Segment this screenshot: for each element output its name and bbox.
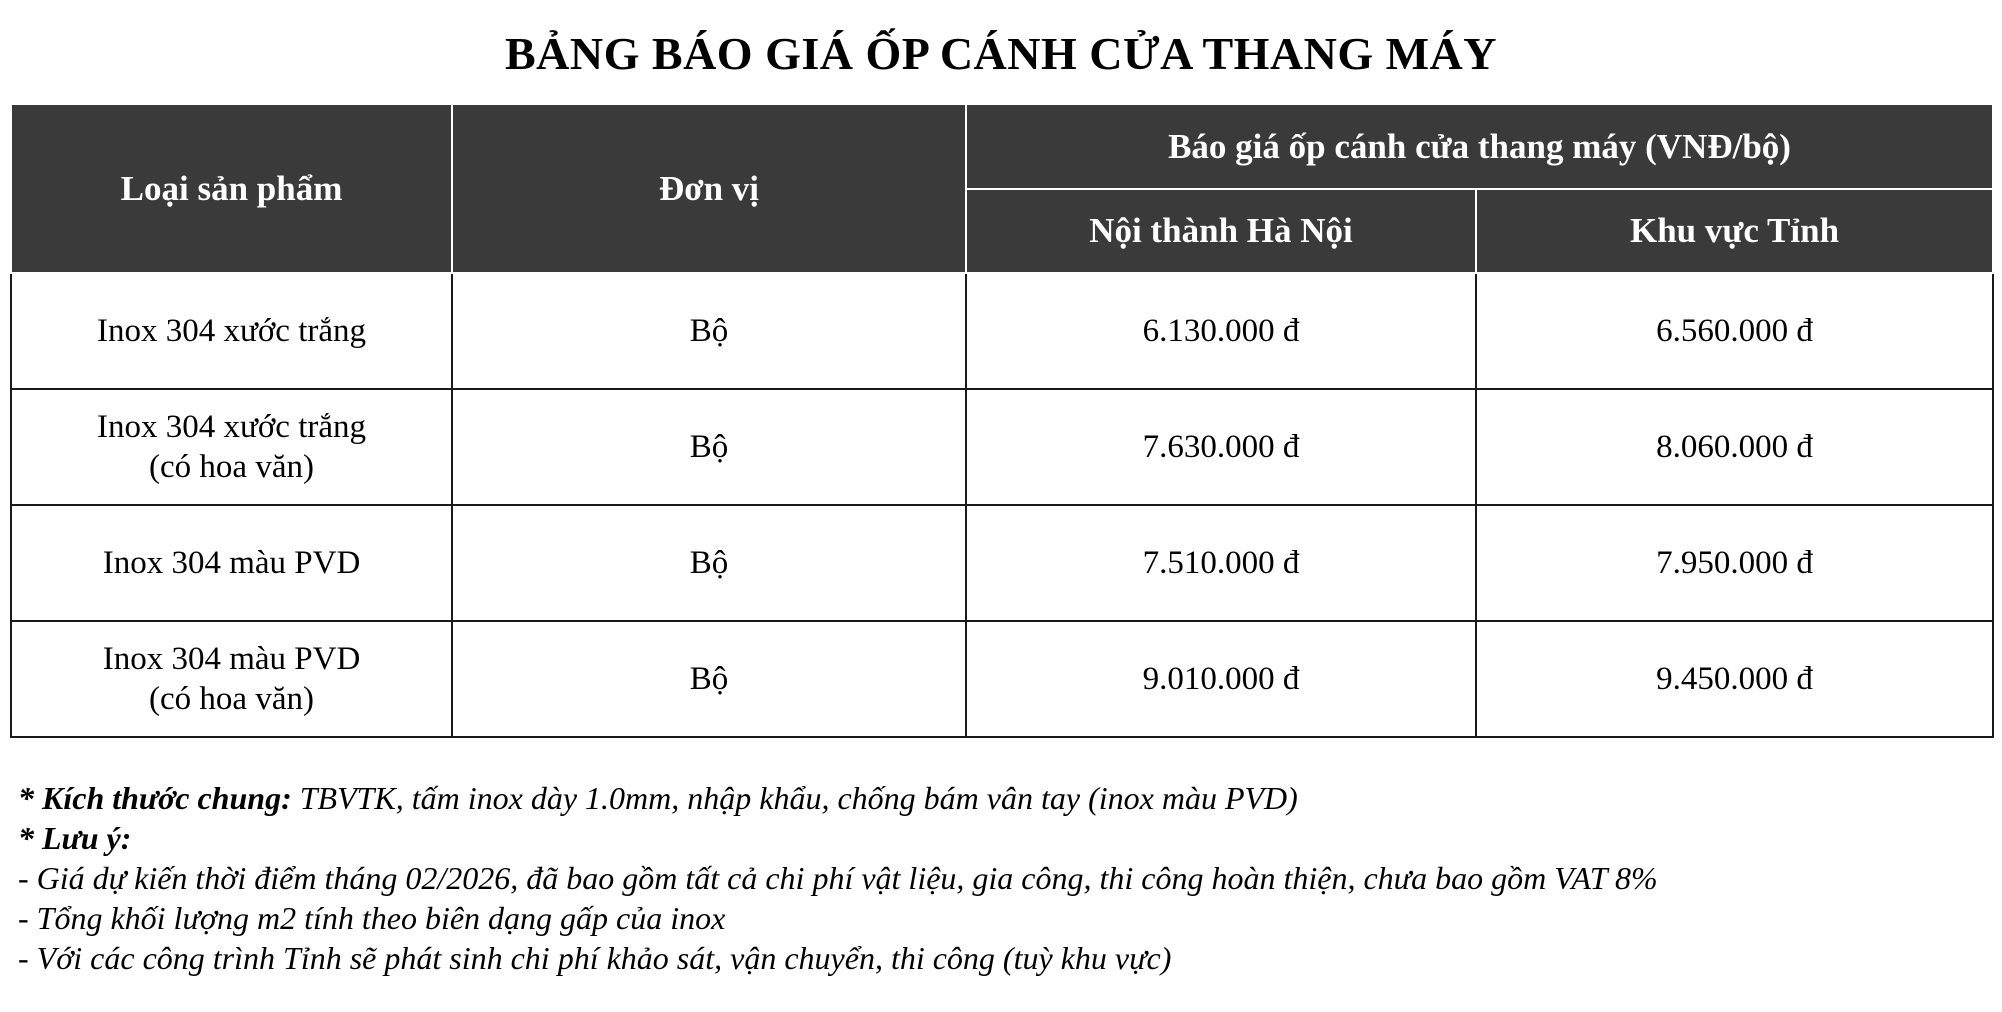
note-heading [18,818,1978,858]
product-cell [11,505,452,621]
province-price-cell: 8.060.000 đ [1476,389,1993,505]
notes-section [18,778,1978,978]
product-name: Inox 304 màu PVD [102,641,361,677]
table-row [11,389,1993,505]
product-name: Inox 304 xước trắng [96,409,367,445]
header-price-group: Báo giá ốp cánh cửa thang máy (VNĐ/bộ) [966,104,1993,189]
unit-cell: Bộ [452,505,966,621]
hanoi-price-cell: 7.510.000 đ [966,505,1476,621]
header-unit: Đơn vị [452,104,966,273]
product-cell [11,621,452,737]
province-price-cell: 9.450.000 đ [1476,621,1993,737]
product-note: (có hoa văn) [149,449,314,485]
unit-cell: Bộ [452,389,966,505]
product-name: Inox 304 màu PVD [102,545,361,581]
note-label: * Lưu ý: [18,820,132,856]
product-cell [11,389,452,505]
header-province: Khu vực Tỉnh [1476,189,1993,273]
price-table [10,103,1994,738]
table-row [11,621,1993,737]
product-note: (có hoa văn) [149,681,314,717]
unit-cell: Bộ [452,621,966,737]
size-note-label: * Kích thước chung: [18,780,292,816]
header-product: Loại sản phẩm [11,104,452,273]
hanoi-price-cell: 7.630.000 đ [966,389,1476,505]
table-row [11,505,1993,621]
note-item: - Tổng khối lượng m2 tính theo biên dạng gấp của inox [18,900,726,936]
header-hanoi: Nội thành Hà Nội [966,189,1476,273]
unit-cell: Bộ [452,273,966,389]
page-title: BẢNG BÁO GIÁ ỐP CÁNH CỬA THANG MÁY [505,28,1497,79]
size-note-text: TBVTK, tấm inox dày 1.0mm, nhập khẩu, chống bám vân tay (inox màu PVD) [291,780,1298,816]
note-item: - Với các công trình Tỉnh sẽ phát sinh chi phí khảo sát, vận chuyển, thi công (tuỳ khu vực) [18,940,1172,976]
hanoi-price-cell: 6.130.000 đ [966,273,1476,389]
size-note [18,778,1978,818]
note-item: - Giá dự kiến thời điểm tháng 02/2026, đã bao gồm tất cả chi phí vật liệu, gia công, thi công hoàn thiện, chưa bao gồm VAT 8% [18,860,1658,896]
table-row [11,273,1993,389]
province-price-cell: 7.950.000 đ [1476,505,1993,621]
product-name: Inox 304 xước trắng [96,313,367,349]
hanoi-price-cell: 9.010.000 đ [966,621,1476,737]
header-row [11,104,1993,189]
province-price-cell: 6.560.000 đ [1476,273,1993,389]
product-cell [11,273,452,389]
